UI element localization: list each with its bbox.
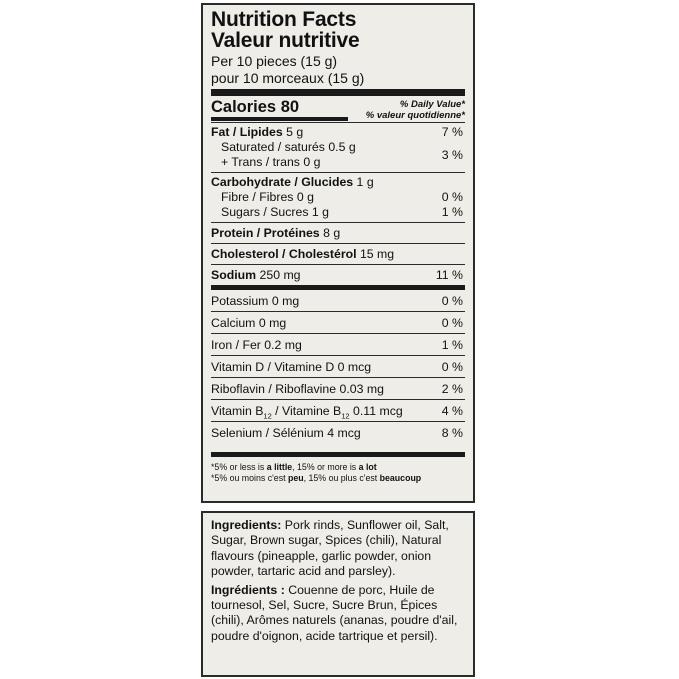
sugars-row [211, 205, 465, 220]
fn-en-b: a little [266, 462, 293, 472]
potassium-pct: 0 % [441, 294, 463, 308]
ingredients-en-text: Pork rinds, Sunflower oil, Salt, Sugar, Brown sugar, Spices (chili), Natural flavours (pineapple, garlic powder, onion powder, tartaric acid and parsley). [211, 518, 449, 579]
serving-fr: pour 10 morceaux (15 g) [211, 69, 365, 86]
iron-row [211, 334, 465, 355]
fn-fr-a: *5% ou moins c'est [211, 473, 288, 483]
trans-row [211, 155, 465, 170]
fat-amount: 5 g [282, 125, 304, 139]
title-fr: Valeur nutritive [211, 29, 360, 52]
daily-value-header [366, 99, 465, 121]
riboflavin-label: Riboflavin / Riboflavine 0.03 mg [211, 382, 384, 396]
vitamin-b12-pct: 4 % [441, 404, 463, 418]
ingredients-fr-text: Couenne de porc, Huile de tournesol, Sel, Sucre, Sucre Brun, Épices (chili), Arômes naturels (ananas, poudre d'ail, poudre d'oignon, acide tartrique et persil). [211, 582, 458, 643]
cholesterol-label: Cholesterol / Cholestérol [211, 247, 357, 261]
fat-group [211, 123, 465, 172]
fn-fr-c: , 15% ou plus c'est [303, 473, 380, 483]
vitamin-b12-row [211, 400, 465, 421]
vitamin-d-label: Vitamin D / Vitamine D 0 mcg [211, 360, 372, 374]
protein-amount: 8 g [319, 226, 341, 240]
calories-label: Calories 80 [211, 98, 300, 116]
saturated-row [211, 140, 465, 155]
riboflavin-pct: 2 % [441, 382, 463, 396]
calcium-row [211, 312, 465, 333]
nutrition-facts-table [201, 3, 475, 503]
potassium-label: Potassium 0 mg [211, 294, 300, 308]
fat-label: Fat / Lipides [211, 125, 283, 139]
footnote [211, 457, 465, 484]
sodium-amount: 250 mg [256, 268, 301, 282]
b12-sub-1: 12 [263, 411, 272, 421]
fat-row [211, 125, 465, 140]
fn-en-c: , 15% or more is [292, 462, 359, 472]
serving-en: Per 10 pieces (15 g) [211, 53, 338, 69]
cholesterol-row [211, 244, 465, 264]
footnote-en [211, 462, 465, 473]
selenium-pct: 8 % [441, 426, 463, 440]
sodium-pct: 11 % [435, 268, 463, 282]
selenium-label: Selenium / Sélénium 4 mcg [211, 426, 361, 440]
fibre-label: Fibre / Fibres 0 g [221, 190, 314, 204]
vitamin-d-row [211, 356, 465, 377]
b12-text-2: / Vitamine B [271, 404, 342, 418]
thick-divider [211, 89, 465, 96]
sugars-pct: 1 % [441, 205, 463, 219]
dv-en: % Daily Value* [399, 99, 465, 110]
fn-en-d: a lot [358, 462, 377, 472]
ingredients-en [211, 518, 465, 580]
riboflavin-row [211, 378, 465, 399]
fn-fr-b: peu [287, 473, 304, 483]
calories-row [211, 96, 465, 122]
fn-en-a: *5% or less is [211, 462, 267, 472]
sodium-row [211, 265, 465, 285]
sugars-label: Sugars / Sucres 1 g [221, 205, 329, 219]
saturated-label: Saturated / saturés 0.5 g [221, 140, 356, 154]
protein-row [211, 223, 465, 243]
calcium-pct: 0 % [441, 316, 463, 330]
carb-label: Carbohydrate / Glucides [211, 175, 354, 189]
ingredients-panel [201, 511, 475, 677]
fibre-row [211, 190, 465, 205]
iron-label: Iron / Fer 0.2 mg [211, 338, 302, 352]
b12-text-1: Vitamin B [211, 404, 264, 418]
b12-sub-2: 12 [341, 411, 350, 421]
fat-pct: 7 % [441, 125, 463, 139]
trans-label: + Trans / trans 0 g [221, 155, 321, 169]
title-en: Nutrition Facts [211, 8, 357, 31]
sat-trans-pct: 3 % [441, 148, 463, 162]
vitamin-d-pct: 0 % [441, 360, 463, 374]
iron-pct: 1 % [441, 338, 463, 352]
footnote-fr [211, 473, 465, 484]
fn-fr-d: beaucoup [379, 473, 422, 483]
vitamin-b12-label [211, 404, 465, 419]
protein-label: Protein / Protéines [211, 226, 320, 240]
carb-amount: 1 g [353, 175, 374, 189]
selenium-row [211, 422, 465, 444]
fibre-pct: 0 % [441, 190, 463, 204]
carb-row [211, 175, 465, 190]
dv-fr: % valeur quotidienne* [365, 110, 465, 121]
calories-underline [211, 117, 348, 121]
cholesterol-amount: 15 mg [356, 247, 395, 261]
potassium-row [211, 290, 465, 311]
sodium-label: Sodium [211, 268, 257, 282]
ingredients-fr [211, 583, 465, 645]
ingredients-fr-label: Ingrédients : [211, 582, 285, 597]
carb-group [211, 173, 465, 222]
ingredients-en-label: Ingredients: [211, 518, 282, 532]
calcium-label: Calcium 0 mg [211, 316, 287, 330]
b12-text-3: 0.11 mcg [349, 404, 403, 418]
